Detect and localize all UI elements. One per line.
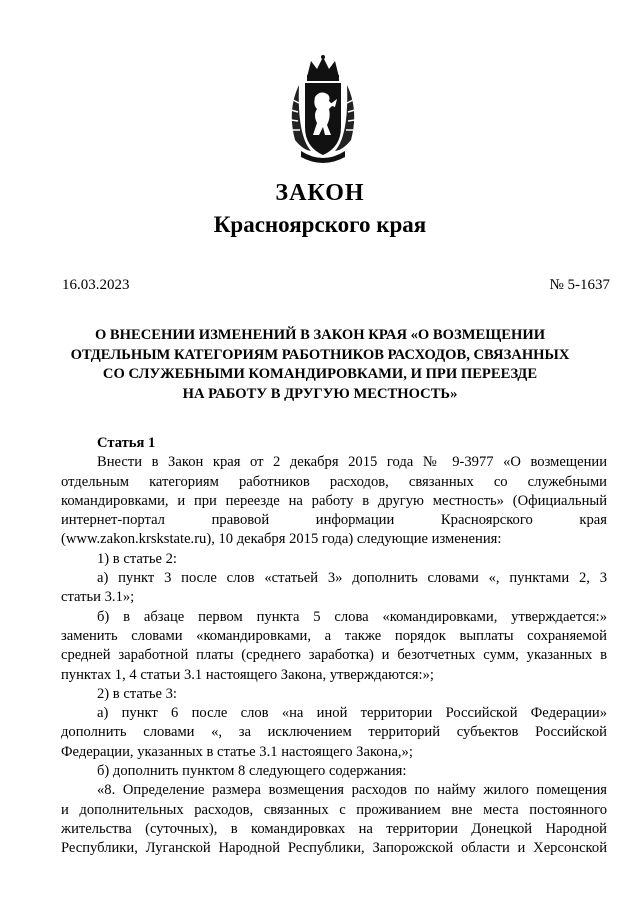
article-title: Статья 1	[97, 435, 156, 451]
body-line: 2) в статье 3:	[97, 685, 177, 702]
coat-of-arms-emblem	[285, 55, 361, 167]
body-line: интернет-портал правовой информации Красноярского края	[61, 512, 607, 529]
document-title: ЗАКОН	[275, 180, 365, 206]
body-line: Федерации, указанных в статье 3.1 настоящего Закона,»;	[61, 743, 413, 760]
heading-line: О ВНЕСЕНИИ ИЗМЕНЕНИЙ В ЗАКОН КРАЯ «О ВОЗМЕЩЕНИИ	[94, 327, 546, 343]
law-body	[61, 434, 607, 859]
body-line: 1) в статье 2:	[97, 550, 177, 567]
body-line: (www.zakon.krskstate.ru), 10 декабря 2015 года) следующие изменения:	[61, 531, 502, 548]
body-line: отдельным категориям работников расходов, связанных со служебными	[61, 473, 607, 490]
document-date: 16.03.2023	[62, 277, 130, 293]
body-line: а) пункт 3 после слов «статьей 3» дополнить словами «, пунктами 2, 3	[97, 570, 607, 587]
body-line: б) дополнить пунктом 8 следующего содержания:	[97, 763, 407, 780]
body-line: жительства (суточных), в командировках на территории Донецкой Народной	[61, 820, 607, 837]
heading-line: ОТДЕЛЬНЫМ КАТЕГОРИЯМ РАБОТНИКОВ РАСХОДОВ, СВЯЗАННЫХ	[70, 346, 570, 363]
heading-line: СО СЛУЖЕБНЫМИ КОМАНДИРОВКАМИ, И ПРИ ПЕРЕЕЗДЕ	[102, 366, 538, 382]
body-line: средней заработной платы (среднего заработка) и безотчетных сумм, указанных в	[61, 647, 607, 664]
body-line: и дополнительных расходов, связанных с проживанием вне места постоянного	[61, 801, 607, 818]
body-line: б) в абзаце первом пункта 5 слова «командировками, утверждается:»	[97, 608, 607, 625]
body-line: статьи 3.1»;	[61, 589, 135, 606]
body-line: дополнить словами «, за исключением территорий субъектов Российской	[61, 724, 607, 741]
body-line: «8. Определение размера возмещения расходов по найму жилого помещения	[97, 782, 607, 799]
heading-line: НА РАБОТУ В ДРУГУЮ МЕСТНОСТЬ»	[182, 385, 458, 402]
body-line: Республики, Луганской Народной Республики, Запорожской области и Херсонской	[61, 840, 607, 857]
body-line: заменить словами «командировками, а также порядок выплаты сохраняемой	[61, 627, 607, 644]
document-subtitle: Красноярского края	[213, 212, 427, 237]
law-heading	[30, 326, 610, 404]
body-line: Внести в Закон края от 2 декабря 2015 года № 9-3977 «О возмещении	[97, 454, 607, 471]
body-line: а) пункт 6 после слов «на иной территории Российской Федерации»	[97, 705, 607, 722]
document-number: № 5-1637	[549, 277, 610, 293]
body-line: командировками, и при переезде на работу в другую местность» (Официальный	[61, 492, 607, 509]
body-line: пунктах 1, 4 статьи 3.1 настоящего Закона, утверждаются:»;	[61, 666, 434, 683]
